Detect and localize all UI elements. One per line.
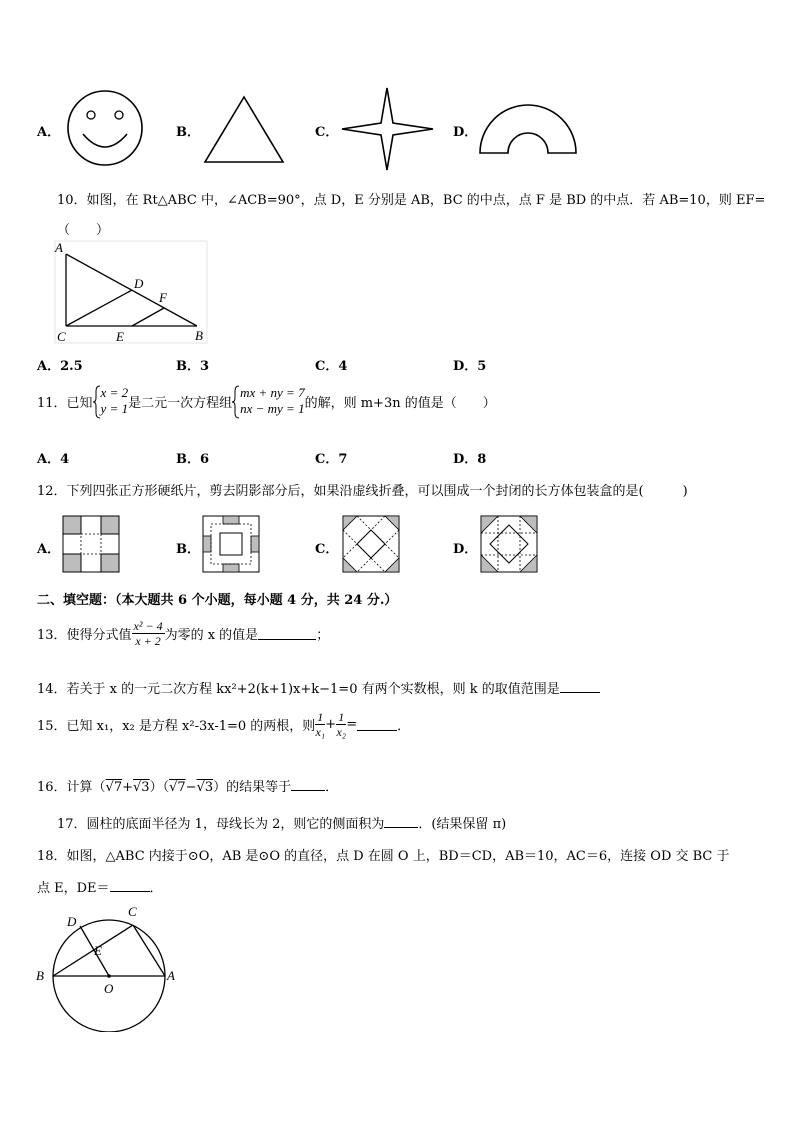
q17-text-row — [57, 813, 506, 832]
left-brace-icon — [232, 385, 240, 419]
q12-option-a-net-icon — [62, 515, 120, 573]
q18-end: ． — [149, 881, 163, 896]
q15-text — [37, 710, 410, 739]
q10-text-line1: 10．如图，在 Rt△ABC 中，∠ACB=90°，点 D，E 分别是 AB，BC 的中点，点 F 是 BD 的中点．若 AB=10，则 EF= — [57, 193, 766, 208]
smiley-face-icon — [64, 88, 146, 168]
q15-fraction-2-denominator: x₂ — [336, 725, 346, 739]
q14-answer-blank[interactable] — [560, 680, 600, 693]
q15-fraction-1-numerator: 1 — [317, 710, 324, 724]
q16-answer-blank[interactable] — [291, 778, 325, 791]
semicircle-arch-icon — [478, 103, 578, 155]
q16-op1: + — [122, 780, 134, 795]
triangle-icon — [202, 94, 286, 166]
q14-text: 14．若关于 x 的一元二次方程 kx²+2(k+1)x+k−1=0 有两个实数根，则 k 的取值范围是 — [37, 682, 560, 697]
q10-option-c: C．4 — [315, 359, 348, 374]
q10-text-line2: （ ） — [57, 223, 110, 238]
q13-end: ； — [316, 628, 330, 643]
q10-right-triangle-figure — [50, 240, 210, 346]
q15-fraction-2-numerator: 1 — [338, 710, 345, 724]
q16-sqrt7-a: √7 — [105, 780, 123, 795]
q15-fraction-1-denominator: x₁ — [315, 725, 326, 739]
fig-label-d: D — [67, 914, 77, 929]
q17-text: 17．圆柱的底面半径为 1，母线长为 2，则它的侧面积为 — [57, 817, 385, 832]
q14-text-row — [37, 678, 600, 697]
q15-fraction-1 — [315, 710, 325, 739]
q16-sqrt7-b: √7 — [169, 780, 186, 795]
q13-prefix: 13．使得分式值 — [37, 628, 132, 643]
q13-text — [37, 619, 329, 648]
q11-suffix: 的解，则 m+3n 的值是（ ） — [304, 395, 496, 411]
q10-option-a: A．2.5 — [37, 359, 83, 374]
q13-fraction-denominator: x + 2 — [135, 634, 161, 648]
fig-label-e: E — [94, 943, 102, 958]
q9-option-c-label: C． — [315, 125, 339, 140]
q13-fraction-numerator: x² − 4 — [133, 619, 163, 633]
fig-label-a: A — [55, 240, 63, 255]
fig-label-e: E — [116, 329, 124, 344]
fig-label-a: A — [167, 968, 175, 983]
q15-plus: + — [325, 717, 337, 732]
q12-option-d-net-icon — [480, 515, 538, 573]
q11-option-c: C．7 — [315, 452, 348, 467]
q12-option-d-label: D． — [453, 542, 478, 557]
q11-sys2-eq2: nx − my = 1 — [240, 401, 305, 416]
q18-answer-blank[interactable] — [110, 879, 150, 892]
q12-option-a-label: A． — [37, 542, 61, 557]
four-point-star-icon — [340, 86, 436, 172]
q16-prefix: 16．计算（ — [37, 780, 106, 795]
q13-suffix: 为零的 x 的值是 — [164, 628, 259, 643]
fig-label-o: O — [104, 981, 114, 996]
q11-sys1-eq2: y = 1 — [100, 401, 129, 416]
left-brace-icon — [93, 385, 101, 419]
q11-text — [37, 385, 496, 417]
q11-option-a: A．4 — [37, 452, 70, 467]
q12-option-c-net-icon — [342, 515, 400, 573]
q16-sqrt3-b: √3 — [196, 780, 214, 795]
q12-option-b-net-icon — [202, 515, 260, 573]
q10-option-d: D．5 — [453, 359, 487, 374]
q16-text — [37, 776, 338, 795]
q16-op2: − — [185, 780, 197, 795]
q15-prefix: 15．已知 x₁，x₂ 是方程 x²-3x-1=0 的两根，则 — [37, 719, 316, 734]
q15-equals: = — [346, 717, 358, 732]
q18-line2-text: 点 E，DE＝ — [37, 881, 110, 896]
q9-option-a-label: A． — [37, 125, 61, 140]
fig-label-d: D — [134, 276, 144, 291]
q11-sys2-eq1: mx + ny = 7 — [240, 385, 305, 400]
q11-prefix: 11．已知 — [37, 395, 93, 411]
q16-sqrt3-a: √3 — [133, 780, 150, 795]
q17-answer-blank[interactable] — [384, 815, 418, 828]
q15-fraction-2 — [336, 710, 346, 739]
q11-system-solution — [93, 385, 129, 417]
q9-option-b-label: B． — [176, 125, 200, 140]
fig-label-b: B — [195, 328, 203, 343]
q18-text-line2 — [37, 877, 163, 896]
fig-label-f: F — [159, 290, 167, 305]
q11-mid: 是二元一次方程组 — [128, 395, 233, 411]
q18-text-line1: 18．如图，△ABC 内接于⊙O，AB 是⊙O 的直径，点 D 在圆 O 上，BD＝CD，AB＝10，AC＝6，连接 OD 交 BC 于 — [37, 849, 730, 864]
section-2-heading: 二、填空题：（本大题共 6 个小题，每小题 4 分，共 24 分.） — [37, 593, 398, 608]
q11-sys1-eq1: x = 2 — [100, 385, 129, 400]
q16-suffix: ）的结果等于 — [213, 780, 292, 795]
q11-system-equations — [232, 385, 304, 417]
q18-circle-figure — [32, 900, 184, 1032]
fig-label-c: C — [57, 329, 66, 344]
q13-answer-blank[interactable] — [258, 627, 316, 640]
q17-end: ．(结果保留 π) — [418, 817, 507, 832]
q16-mid: ）（ — [149, 780, 170, 795]
q15-answer-blank[interactable] — [357, 718, 397, 731]
q15-end: ． — [397, 719, 411, 734]
q9-option-d-label: D． — [453, 125, 478, 140]
q11-option-b: B．6 — [176, 452, 210, 467]
fig-label-b: B — [36, 968, 44, 983]
q12-option-b-label: B． — [176, 542, 200, 557]
q12-text: 12．下列四张正方形硬纸片，剪去阴影部分后，如果沿虚线折叠，可以围成一个封闭的长方体包装盒的是( ) — [37, 484, 688, 499]
q11-option-d: D．8 — [453, 452, 487, 467]
q10-option-b: B．3 — [176, 359, 210, 374]
q12-option-c-label: C． — [315, 542, 339, 557]
q16-end: ． — [325, 780, 339, 795]
fig-label-c: C — [128, 904, 137, 919]
q13-fraction — [132, 619, 165, 648]
